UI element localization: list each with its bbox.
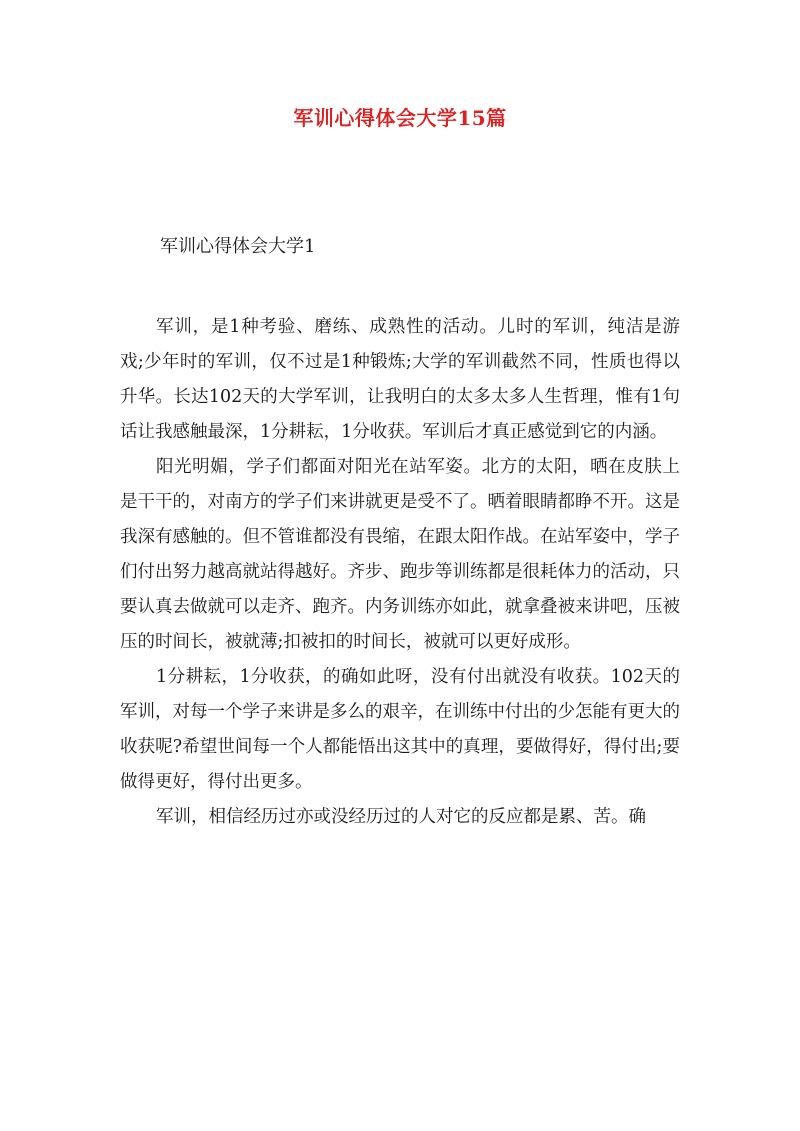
document-title: 军训心得体会大学15篇 [293,106,507,130]
paragraph: 军训，相信经历过亦或没经历过的人对它的反应都是累、苦。确 [156,807,646,827]
paragraph: 1分耕耘，1分收获，的确如此呀，没有付出就没有收获。102天的军训，对每一个学子来讲是多么的艰辛，在训练中付出的少怎能有更大的收获呢?希望世间每一个人都能悟出这其中的真理，要做得好，得付出;要做得更好，得付出更多。 [120,667,680,792]
paragraph: 阳光明媚，学子们都面对阳光在站军姿。北方的太阳，晒在皮肤上是干干的，对南方的学子们来讲就更是受不了。晒着眼睛都睁不开。这是我深有感触的。但不管谁都没有畏缩，在跟太阳作战。在站军姿中，学子们付出努力越高就站得越好。齐步、跑步等训练都是很耗体力的活动，只要认真去做就可以走齐、跑齐。内务训练亦如此，就拿叠被来讲吧，压被压的时间长，被就薄;扣被扣的时间长，被就可以更好成形。 [120,457,680,652]
section-heading: 军训心得体会大学1 [160,236,316,257]
document-body [120,310,680,835]
paragraph: 军训，是1种考验、磨练、成熟性的活动。儿时的军训，纯洁是游戏;少年时的军训，仅不过是1种锻炼;大学的军训截然不同，性质也得以升华。长达102天的大学军训，让我明白的太多太多人生哲理，惟有1句话让我感触最深，1分耕耘，1分收获。军训后才真正感觉到它的内涵。 [120,317,680,442]
